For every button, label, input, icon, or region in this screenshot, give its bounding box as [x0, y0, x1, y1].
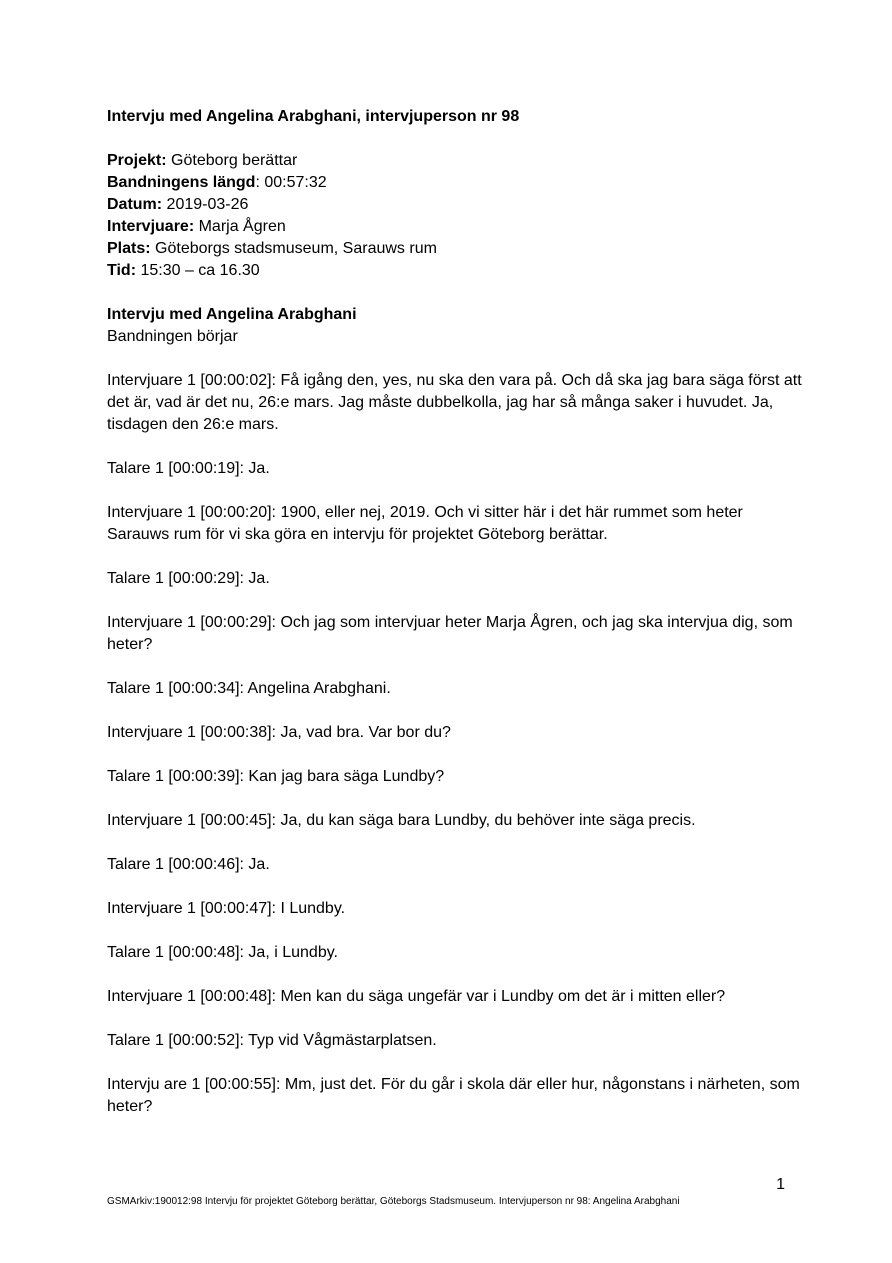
meta-value: 15:30 – ca 16.30 [136, 262, 260, 279]
transcript-turn: Intervjuare 1 [00:00:47]: I Lundby. [107, 900, 346, 917]
document-body [107, 106, 807, 1140]
transcript-turn: Intervjuare 1 [00:00:29]: Och jag som intervjuar heter Marja Ågren, och jag ska intervjua dig, som heter? [107, 614, 793, 653]
meta-label: Plats: [107, 240, 151, 257]
transcript-turn: Intervjuare 1 [00:00:02]: Få igång den, yes, nu ska den vara på. Och då ska jag bara säga först att det är, vad är det nu, 26:e mars. Jag måste dubbelkolla, jag har så många saker i huvudet. Ja, tisdagen den 26:e mars. [107, 372, 802, 433]
meta-label: Bandningens längd [107, 174, 256, 191]
meta-value: Göteborg berättar [166, 152, 298, 169]
page-footer: GSMArkiv:190012:98 Intervju för projektet Göteborg berättar, Göteborgs Stadsmuseum. Intervjuperson nr 98: Angelina Arabghani [107, 1196, 680, 1207]
page-number: 1 [776, 1176, 785, 1193]
transcript-turn: Talare 1 [00:00:29]: Ja. [107, 570, 270, 587]
transcript-turn: Talare 1 [00:00:48]: Ja, i Lundby. [107, 944, 338, 961]
metadata-block [107, 150, 807, 282]
transcript-turn: Intervju are 1 [00:00:55]: Mm, just det. För du går i skola där eller hur, någonstans i närheten, som heter? [107, 1076, 800, 1115]
meta-label: Intervjuare: [107, 218, 195, 235]
transcript-turn: Talare 1 [00:00:52]: Typ vid Vågmästarplatsen. [107, 1032, 437, 1049]
meta-value: : 00:57:32 [255, 174, 327, 191]
transcript-turn: Talare 1 [00:00:46]: Ja. [107, 856, 270, 873]
meta-value: 2019-03-26 [162, 196, 249, 213]
meta-bandningens-langd [107, 172, 807, 194]
transcript-turn: Intervjuare 1 [00:00:38]: Ja, vad bra. Var bor du? [107, 724, 451, 741]
meta-value: Marja Ågren [194, 218, 286, 235]
document-title: Intervju med Angelina Arabghani, intervjuperson nr 98 [107, 108, 520, 125]
meta-label: Tid: [107, 262, 137, 279]
meta-label: Datum: [107, 196, 163, 213]
meta-tid [107, 260, 807, 282]
meta-datum [107, 194, 807, 216]
section-subtitle: Bandningen börjar [107, 328, 238, 345]
transcript-turn: Talare 1 [00:00:39]: Kan jag bara säga Lundby? [107, 768, 445, 785]
meta-value: Göteborgs stadsmuseum, Sarauws rum [150, 240, 437, 257]
section-heading: Intervju med Angelina Arabghani [107, 306, 357, 323]
meta-intervjuare [107, 216, 807, 238]
transcript-turn: Intervjuare 1 [00:00:45]: Ja, du kan säga bara Lundby, du behöver inte säga precis. [107, 812, 696, 829]
meta-projekt [107, 150, 807, 172]
meta-plats [107, 238, 807, 260]
transcript-turn: Intervjuare 1 [00:00:20]: 1900, eller nej, 2019. Och vi sitter här i det här rummet som heter Sarauws rum för vi ska göra en intervju för projektet Göteborg berättar. [107, 504, 743, 543]
transcript-turn: Talare 1 [00:00:19]: Ja. [107, 460, 270, 477]
transcript-turn: Intervjuare 1 [00:00:48]: Men kan du säga ungefär var i Lundby om det är i mitten eller? [107, 988, 726, 1005]
meta-label: Projekt: [107, 152, 167, 169]
transcript-turn: Talare 1 [00:00:34]: Angelina Arabghani. [107, 680, 391, 697]
